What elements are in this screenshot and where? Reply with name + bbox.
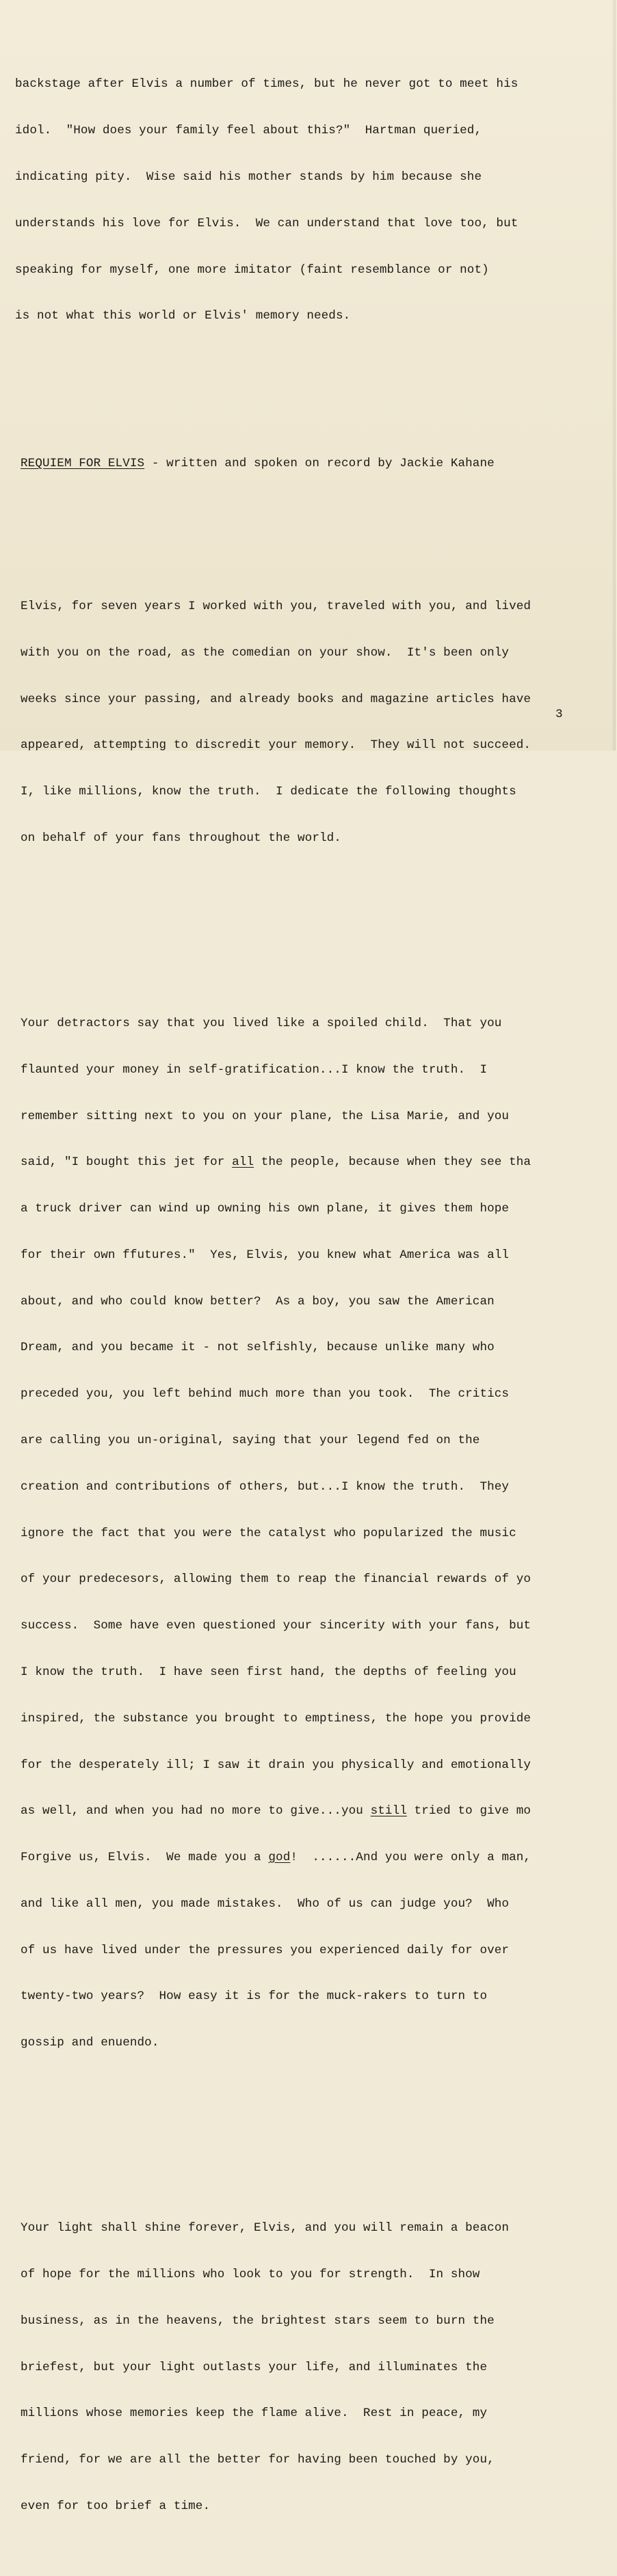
paragraph-1 — [15, 568, 617, 877]
text-fragment: ! ......And you were only a man, — [290, 1851, 531, 1865]
spacer — [15, 518, 617, 522]
text-line: weeks since your passing, and already books and magazine articles have — [21, 692, 531, 706]
text-line: Your light shall shine forever, Elvis, and you will remain a beacon — [21, 2221, 510, 2236]
text-line: of your predecesors, allowing them to reap the financial rewards of yo — [21, 1572, 531, 1587]
text-line: I, like millions, know the truth. I dedicate the following thoughts — [21, 785, 516, 799]
text-line: idol. "How does your family feel about this?" Hartman queried, — [15, 124, 482, 138]
text-line: Dream, and you became it - not selfishly, because unlike many who — [21, 1341, 495, 1355]
text-line: for their own ffutures." Yes, Elvis, you knew what America was all — [21, 1248, 510, 1262]
text-line: I know the truth. I have seen first hand, the depths of feeling you — [21, 1665, 516, 1679]
text-line: even for too brief a time. — [21, 2499, 211, 2513]
text-line: backstage after Elvis a number of times, but he never got to meet his — [15, 77, 518, 92]
text-fragment: said, "I bought this jet for — [21, 1155, 233, 1170]
text-line: friend, for we are all the better for having been touched by you, — [21, 2453, 495, 2467]
text-line: about, and who could know better? As a boy, you saw the American — [21, 1294, 495, 1309]
text-line: for the desperately ill; I saw it drain you physically and emotionally — [21, 1758, 531, 1772]
text-fragment: Forgive us, Elvis. We made you a — [21, 1851, 269, 1865]
text-line: is not what this world or Elvis' memory needs. — [15, 309, 351, 323]
text-line: and like all men, you made mistakes. Who of us can judge you? Who — [21, 1896, 510, 1911]
text-line: are calling you un-original, saying that your legend fed on the — [21, 1434, 480, 1448]
spacer — [15, 401, 617, 410]
text-line: with you on the road, as the comedian on your show. It's been only — [21, 645, 510, 660]
spacer — [15, 2128, 617, 2144]
text-line: of hope for the millions who look to you for strength. In show — [21, 2268, 480, 2282]
text-fragment: the people, because when they see tha — [254, 1155, 531, 1170]
section-heading — [15, 456, 617, 472]
text-line: on behalf of your fans throughout the world. — [21, 831, 341, 845]
text-line: flaunted your money in self-gratification...I know the truth. I — [21, 1062, 488, 1077]
spacer — [15, 923, 617, 939]
underlined-word: god — [268, 1851, 291, 1865]
text-line — [21, 1803, 617, 1819]
text-line: inspired, the substance you brought to emptiness, the hope you provide — [21, 1711, 531, 1726]
text-line: Elvis, for seven years I worked with you, traveled with you, and lived — [21, 599, 531, 613]
paragraph-3 — [15, 2190, 617, 2545]
text-fragment: as well, and when you had no more to give...you — [21, 1804, 371, 1819]
text-line: millions whose memories keep the flame alive. Rest in peace, my — [21, 2406, 488, 2421]
text-line: success. Some have even questioned your sincerity with your fans, but — [21, 1619, 531, 1633]
underlined-word: still — [370, 1804, 407, 1819]
text-line: preceded you, you left behind much more than you took. The critics — [21, 1387, 510, 1401]
document-text — [15, 15, 617, 2576]
text-line: remember sitting next to you on your plane, the Lisa Marie, and you — [21, 1109, 510, 1123]
text-line: ignore the fact that you were the catalyst who popularized the music — [21, 1526, 516, 1540]
section-byline: - written and spoken on record by Jackie Kahane — [144, 456, 495, 470]
text-line: indicating pity. Wise said his mother stands by him because she — [15, 170, 482, 184]
text-line: a truck driver can wind up owning his own plane, it gives them hope — [21, 1202, 510, 1216]
paragraph-2 — [15, 985, 617, 2082]
text-line: business, as in the heavens, the brightest stars seem to burn the — [21, 2313, 495, 2328]
text-line: gossip and enuendo. — [21, 2036, 159, 2050]
text-line: twenty-two years? How easy it is for the muck-rakers to turn to — [21, 1989, 488, 2004]
intro-paragraph — [15, 46, 617, 355]
text-line: understands his love for Elvis. We can understand that love too, but — [15, 216, 518, 230]
page-number: 3 — [555, 708, 563, 721]
text-line: creation and contributions of others, but...I know the truth. They — [21, 1479, 510, 1494]
text-line: appeared, attempting to discredit your memory. They will not succeed. — [21, 738, 531, 753]
text-line: Your detractors say that you lived like a spoiled child. That you — [21, 1017, 502, 1030]
underlined-word: all — [232, 1155, 254, 1170]
text-fragment: tried to give mo — [406, 1804, 531, 1819]
text-line: briefest, but your light outlasts your life, and illuminates the — [21, 2360, 488, 2374]
text-line — [21, 1850, 617, 1866]
text-line: speaking for myself, one more imitator (faint resemblance or not) — [15, 263, 489, 277]
section-title: REQUIEM FOR ELVIS — [21, 456, 145, 470]
text-line: of us have lived under the pressures you experienced daily for over — [21, 1943, 510, 1957]
text-line — [21, 1155, 617, 1170]
